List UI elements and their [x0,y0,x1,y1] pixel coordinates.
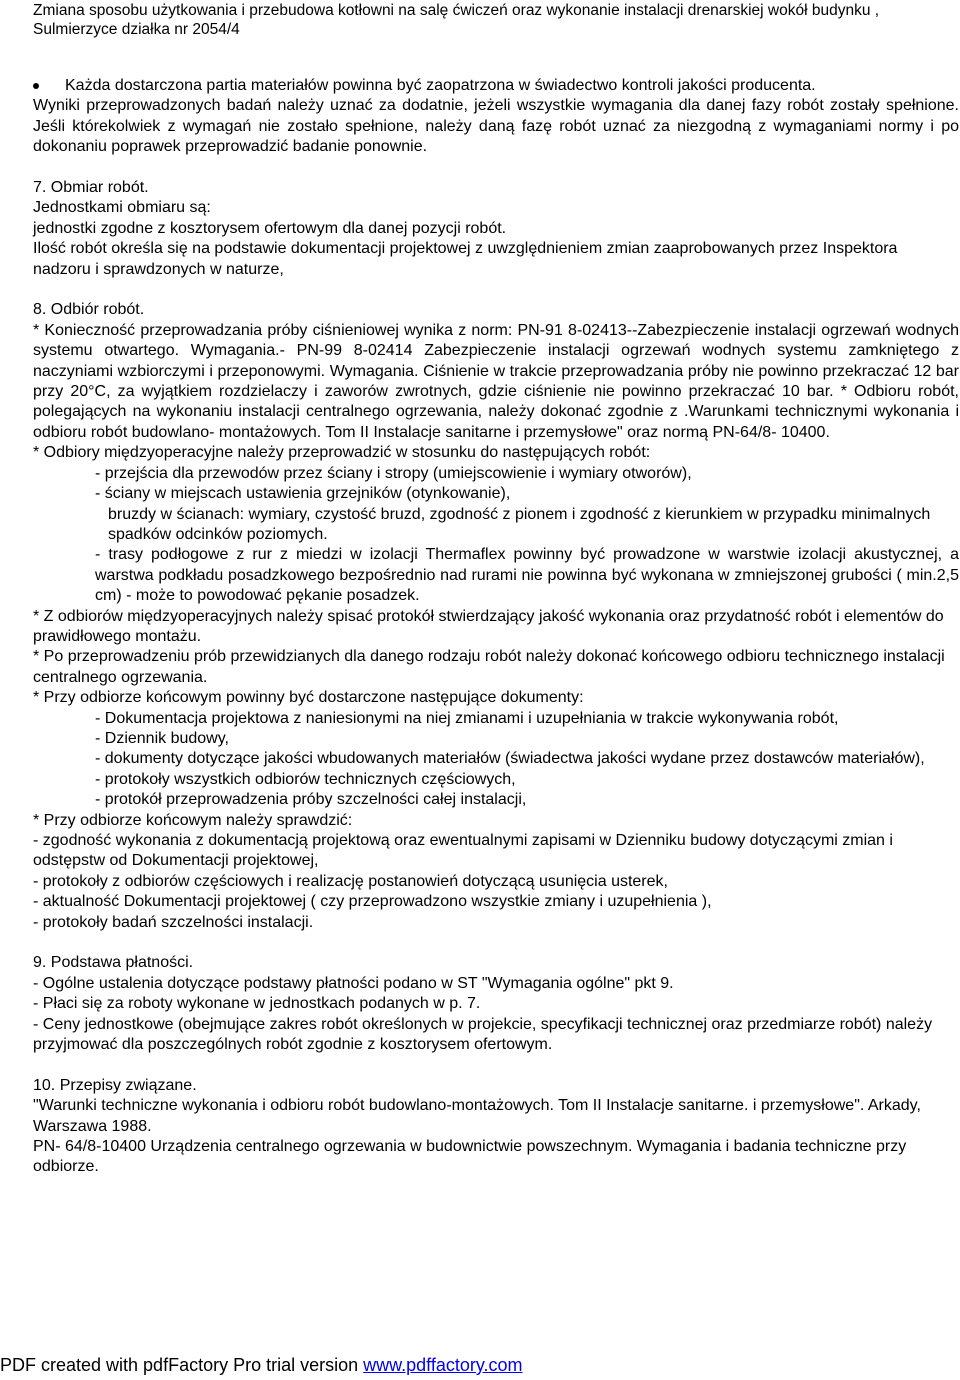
section-7-line: jednostki zgodne z kosztorysem ofertowym dla danej pozycji robót. [33,219,507,237]
list-item: - dokumenty dotyczące jakości wbudowanych materiałów (świadectwa jakości wydane przez dostawców materiałów), [95,750,925,768]
list-item: - protokoły badań szczelności instalacji. [33,913,314,931]
list-item: - trasy podłogowe z rur z miedzi w izolacji Thermaflex powinny być prowadzone w warstwie izolacji akustycznej, a warstwa podkładu posadzkowego bezpośrednio nad rurami nie powinna być wykonana w zmniejszonej grubości ( min.2,5 cm) - może to powodować pękanie posadzek. [95,546,959,605]
results-paragraph: Wyniki przeprowadzonych badań należy uznać za dodatnie, jeżeli wszystkie wymagania dla danej fazy robót zostały spełnione. Jeśli którekolwiek z wymagań nie zostało spełnione, należy daną fazę robót uznać za niezgodną z wymaganiami normy i po dokonaniu poprawek przeprowadzić badanie ponownie. [33,97,959,156]
section-8-paragraph: * Przy odbiorze końcowym należy sprawdzić: [33,811,353,829]
pdf-footer [0,1354,523,1376]
section-7-title: 7. Obmiar robót. [33,179,149,197]
section-7-line: Ilość robót określa się na podstawie dokumentacji projektowej z uwzględnieniem zmian zaaprobowanych przez Inspektora nadzoru i sprawdzonych w naturze, [33,240,898,278]
bullet-item [33,76,959,96]
section-8-paragraph: * Z odbiorów międzyoperacyjnych należy spisać protokół stwierdzający jakość wykonania oraz przydatność robót i elementów do prawidłowego montażu. [33,607,944,645]
list-item: - aktualność Dokumentacji projektowej ( czy przeprowadzono wszystkie zmiany i uzupełnienia ), [33,893,712,911]
list-item: - Ogólne ustalenia dotyczące podstawy płatności podano w ST "Wymagania ogólne" pkt 9. [33,974,674,992]
list-item: - Płaci się za roboty wykonane w jednostkach podanych w p. 7. [33,995,481,1013]
section-8-paragraph: * Odbiory międzyoperacyjne należy przeprowadzić w stosunku do następujących robót: [33,444,651,462]
document-body [33,76,959,1178]
list-item: - zgodność wykonania z dokumentacją projektową oraz ewentualnymi zapisami w Dzienniku budowy dotyczącymi zmian i odstępstw od Dokumentacji projektowej, [33,832,893,870]
list-item: - przejścia dla przewodów przez ściany i stropy (umiejscowienie i wymiary otworów), [95,464,692,482]
list-item: - protokoły z odbiorów częściowych i realizację postanowień dotyczącą usunięcia usterek, [33,872,668,890]
list-item: PN- 64/8-10400 Urządzenia centralnego ogrzewania w budownictwie powszechnym. Wymagania i badania techniczne przy odbiorze. [33,1138,907,1176]
section-8-paragraph: * Konieczność przeprowadzania próby ciśnieniowej wynika z norm: PN-91 8-02413--Zabezpieczenie instalacji ogrzewań wodnych systemu otwartego. Wymagania.- PN-99 8-02414 Zabezpieczenie instalacji ogrzewań wodnych systemu zamkniętego z naczyniami wzbiorczymi i przeponowymi. Wymagania. Ciśnienie w trakcie przeprowadzania próby nie powinno przekraczać 12 bar przy 20°C, za wyjątkiem rozdzielaczy i zaworów zwrotnych, gdzie ciśnienie nie powinno przekraczać 10 bar. * Odbioru robót, polegających na wykonaniu instalacji centralnego ogrzewania, należy dokonać zgodnie z .Warunkami technicznymi wykonania i odbioru robót budowlano- montażowych. Tom II Instalacje sanitarne i przemysłowe" oraz normą PN-64/8- 10400. [33,321,959,441]
bullet-icon [33,83,39,89]
list-item: - Ceny jednostkowe (obejmujące zakres robót określonych w projekcie, specyfikacji technicznej oraz przedmiarze robót) należy przyjmować dla poszczególnych robót zgodnie z kosztorysem ofertowym. [33,1015,933,1054]
section-10-title: 10. Przepisy związane. [33,1076,197,1094]
list-item: "Warunki techniczne wykonania i odbioru robót budowlano-montażowych. Tom II Instalacje sanitarne. i przemysłowe". Arkady, Warszawa 1988. [33,1097,921,1135]
section-8-title: 8. Odbiór robót. [33,301,145,319]
list-item: - ściany w miejscach ustawienia grzejników (otynkowanie), [95,485,511,503]
section-8-paragraph: * Po przeprowadzeniu prób przewidzianych dla danego rodzaju robót należy dokonać końcowego odbioru technicznego instalacji centralnego ogrzewania. [33,648,945,686]
page-header: Zmiana sposobu użytkowania i przebudowa kotłowni na salę ćwiczeń oraz wykonanie instalacji drenarskiej wokół budynku , Sulmierzyce działka nr 2054/4 [33,2,880,38]
list-item: - protokoły wszystkich odbiorów technicznych częściowych, [95,770,516,788]
list-item-continuation: bruzdy w ścianach: wymiary, czystość bruzd, zgodność z pionem i zgodność z kierunkiem w przypadku minimalnych spadków odcinków poziomych. [108,505,931,543]
list-item: - Dziennik budowy, [95,729,229,747]
pdffactory-link[interactable]: www.pdffactory.com [363,1355,523,1375]
list-item: - protokół przeprowadzenia próby szczelności całej instalacji, [95,791,527,809]
section-7-line: Jednostkami obmiaru są: [33,199,211,217]
section-8-paragraph: * Przy odbiorze końcowym powinny być dostarczone następujące dokumenty: [33,689,584,707]
footer-text: PDF created with pdfFactory Pro trial version [0,1355,364,1375]
section-9-title: 9. Podstawa płatności. [33,954,194,972]
list-item: - Dokumentacja projektowa z naniesionymi na niej zmianami i uzupełniania w trakcie wykonywania robót, [95,709,839,727]
bullet-text: Każda dostarczona partia materiałów powinna być zaopatrzona w świadectwo kontroli jakości producenta. [65,77,816,94]
